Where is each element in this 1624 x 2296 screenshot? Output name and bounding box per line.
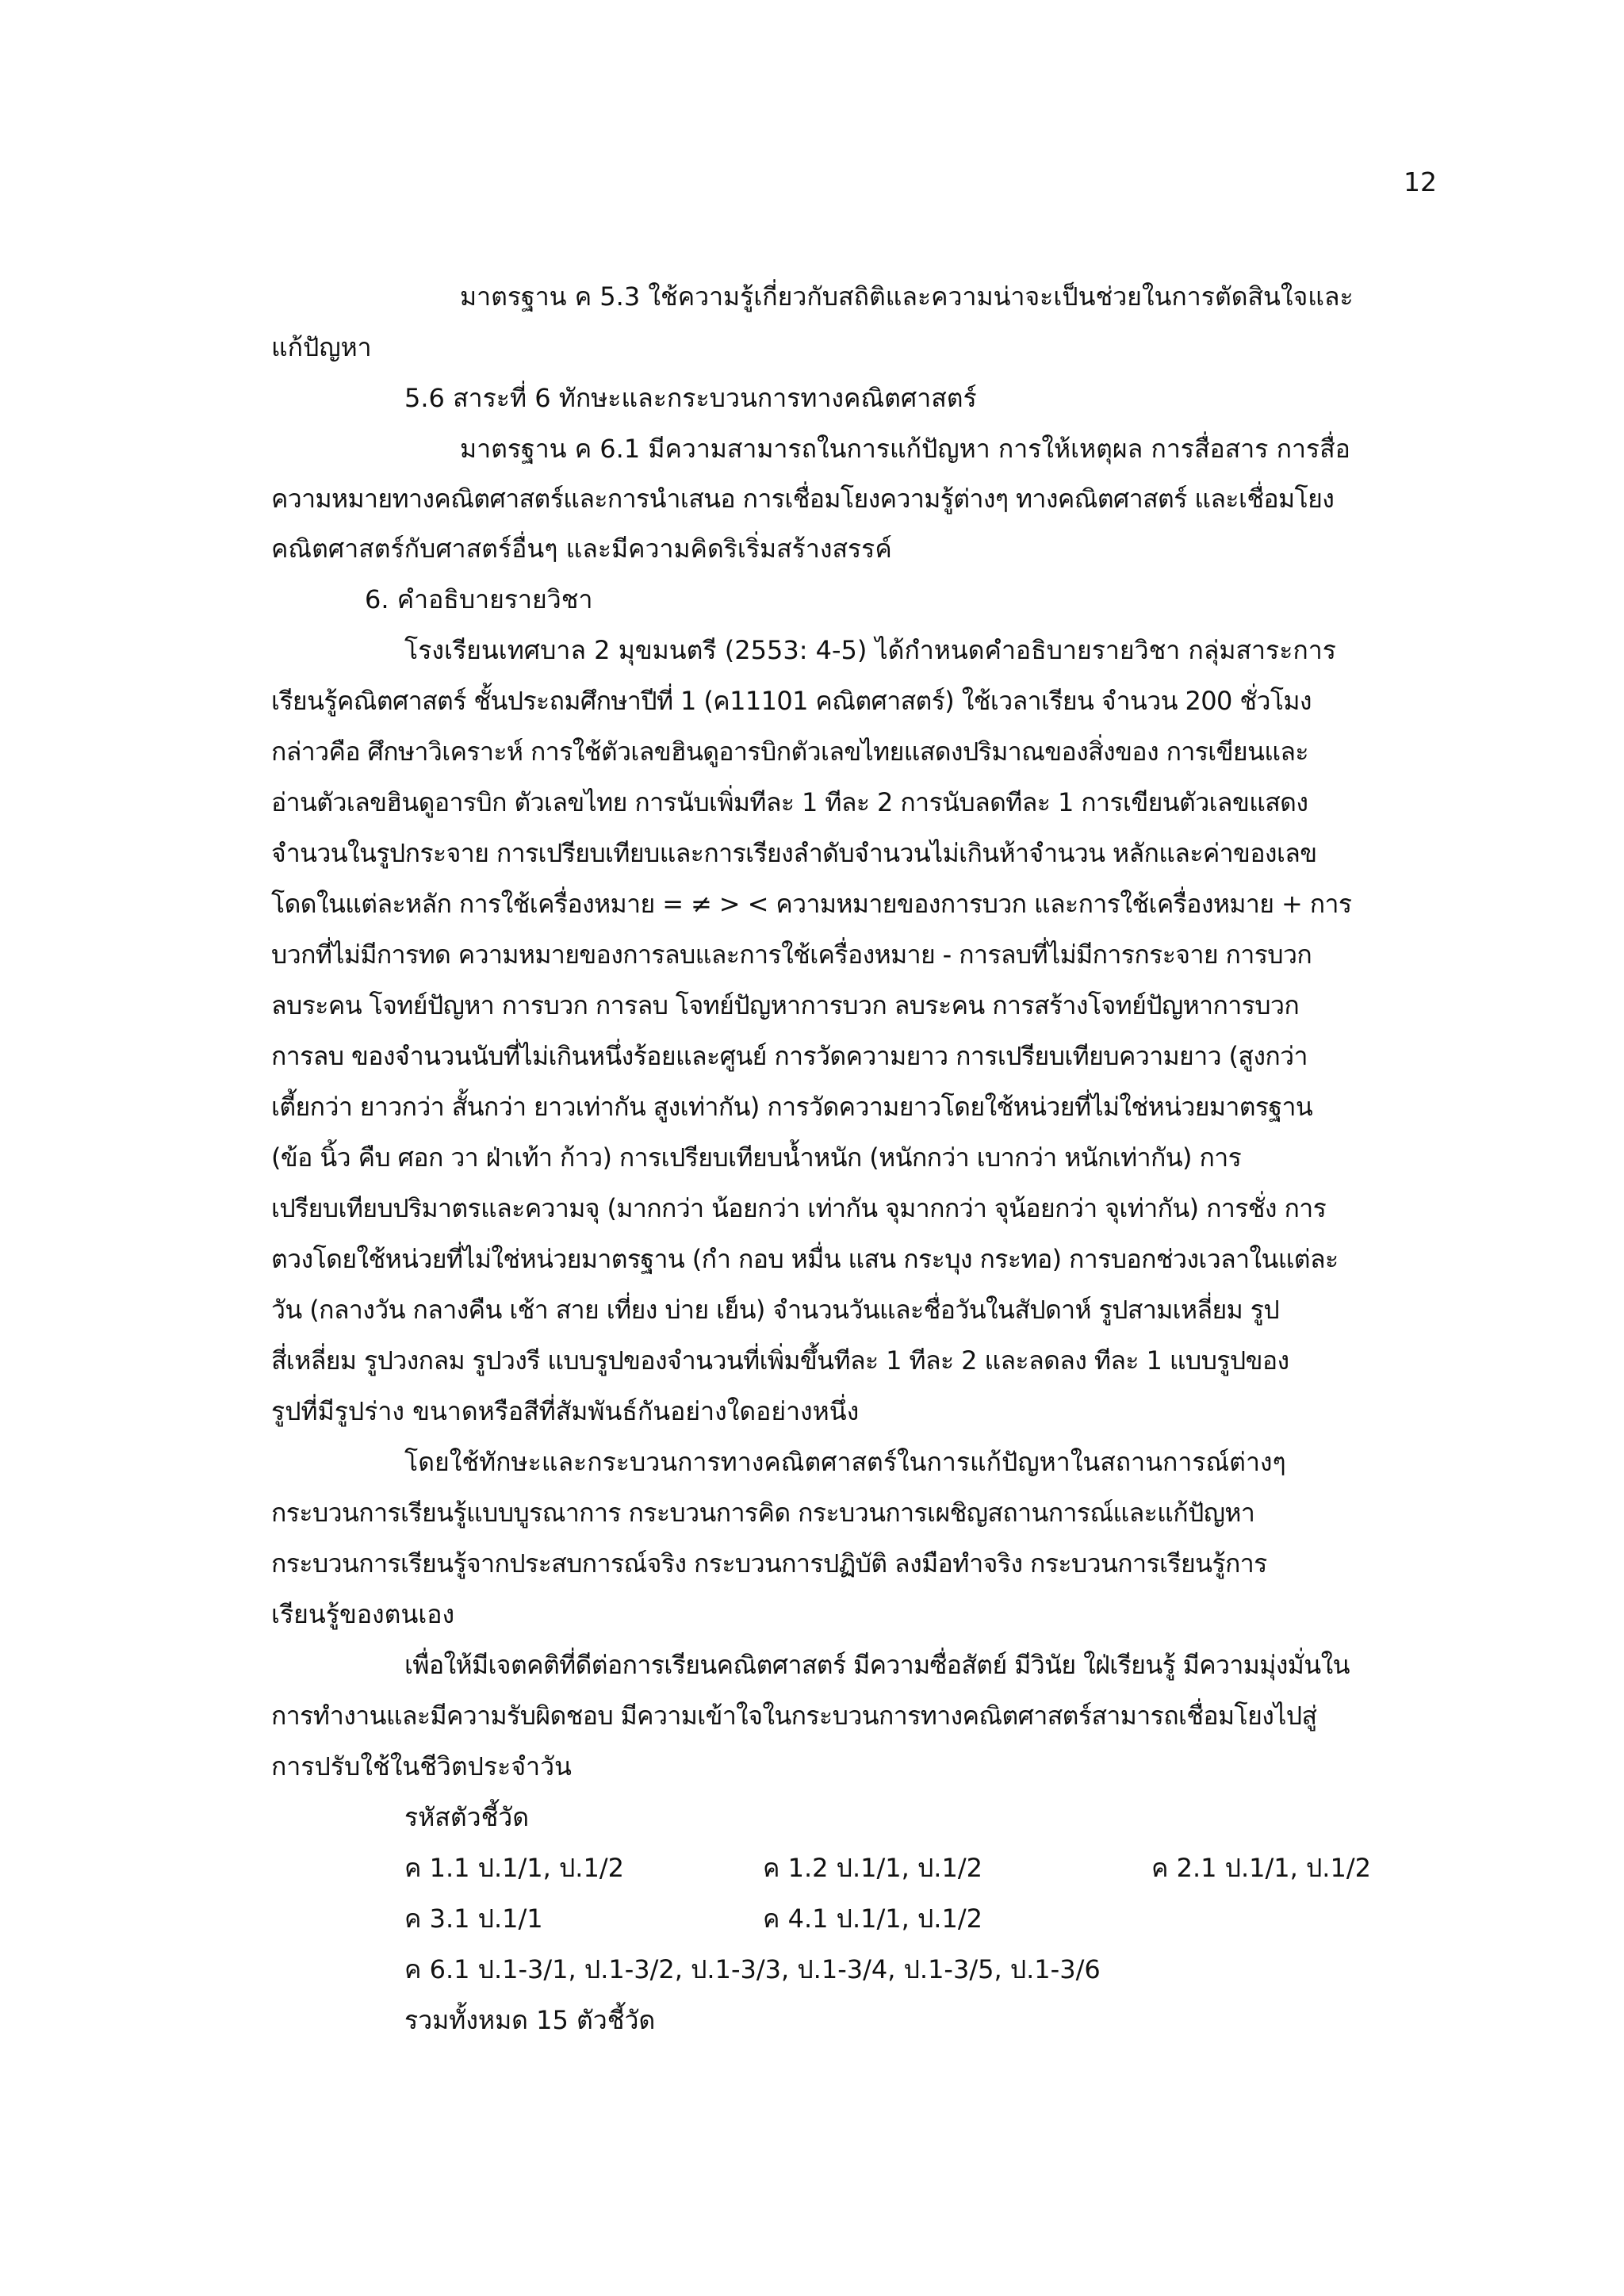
course-description-line: วัน (กลางวัน กลางคืน เช้า สาย เที่ยง บ่าย เย็น) จำนวนวันและชื่อวันในสัปดาห์ รูปสามเหลี่ยม รูป — [271, 1295, 1280, 1325]
standard-6-1-line-3: คณิตศาสตร์กับศาสตร์อื่นๆ และมีความคิดริเริ่มสร้างสรรค์ — [271, 534, 892, 564]
indicator-code: ค 3.1 ป.1/1 — [404, 1904, 543, 1934]
course-description-line: การลบ ของจำนวนนับที่ไม่เกินหนึ่งร้อยและศูนย์ การวัดความยาว การเปรียบเทียบความยาว (สูงกว่า — [271, 1041, 1308, 1071]
attitude-paragraph-line: การทำงานและมีความรับผิดชอบ มีความเข้าใจในกระบวนการทางคณิตศาสตร์สามารถเชื่อมโยงไปสู่ — [271, 1701, 1317, 1731]
course-description-line: โรงเรียนเทศบาล 2 มุขมนตรี (2553: 4-5) ได้กำหนดคำอธิบายรายวิชา กลุ่มสาระการ — [404, 635, 1336, 665]
course-description-line: อ่านตัวเลขฮินดูอารบิก ตัวเลขไทย การนับเพิ่มทีละ 1 ทีละ 2 การนับลดทีละ 1 การเขียนตัวเลขแสดง — [271, 787, 1308, 817]
course-description-line: กล่าวคือ ศึกษาวิเคราะห์ การใช้ตัวเลขฮินดูอารบิกตัวเลขไทยแสดงปริมาณของสิ่งของ การเขียนและ — [271, 737, 1308, 767]
course-description-line: สี่เหลี่ยม รูปวงกลม รูปวงรี แบบรูปของจำนวนที่เพิ่มขึ้นทีละ 1 ทีละ 2 และลดลง ทีละ 1 แบบรูปของ — [271, 1345, 1289, 1376]
course-description-line: เปรียบเทียบปริมาตรและความจุ (มากกว่า น้อยกว่า เท่ากัน จุมากกว่า จุน้อยกว่า จุเท่ากัน) การชั่ง การ — [271, 1193, 1327, 1223]
standard-5-3-line-2: แก้ปัญหา — [271, 332, 372, 362]
course-description-line: เรียนรู้คณิตศาสตร์ ชั้นประถมศึกษาปีที่ 1 (ค11101 คณิตศาสตร์) ใช้เวลาเรียน จำนวน 200 ชั่วโมง — [271, 686, 1312, 716]
page-number: 12 — [1404, 166, 1437, 197]
standard-6-1-line-2: ความหมายทางคณิตศาสตร์และการนำเสนอ การเชื่อมโยงความรู้ต่างๆ ทางคณิตศาสตร์ และเชื่อมโยง — [271, 484, 1335, 514]
course-description-line: เตี้ยกว่า ยาวกว่า สั้นกว่า ยาวเท่ากัน สูงเท่ากัน) การวัดความยาวโดยใช้หน่วยที่ไม่ใช่หน่วยมาตรฐาน — [271, 1092, 1313, 1122]
indicators-heading: รหัสตัวชี้วัด — [404, 1802, 530, 1832]
section-6-heading: 6. คำอธิบายรายวิชา — [365, 584, 593, 614]
section-5-6-heading: 5.6 สาระที่ 6 ทักษะและกระบวนการทางคณิตศาสตร์ — [404, 383, 977, 413]
standard-5-3-line-1: มาตรฐาน ค 5.3 ใช้ความรู้เกี่ยวกับสถิติและความน่าจะเป็นช่วยในการตัดสินใจและ — [460, 281, 1354, 312]
process-paragraph-line: เรียนรู้ของตนเอง — [271, 1599, 455, 1629]
indicator-code: ค 4.1 ป.1/1, ป.1/2 — [763, 1904, 982, 1934]
indicator-code: ค 1.1 ป.1/1, ป.1/2 — [404, 1853, 624, 1883]
course-description-line: จำนวนในรูปกระจาย การเปรียบเทียบและการเรียงลำดับจำนวนไม่เกินห้าจำนวน หลักและค่าของเลข — [271, 838, 1317, 868]
course-description-line: บวกที่ไม่มีการทด ความหมายของการลบและการใช้เครื่องหมาย - การลบที่ไม่มีการกระจาย การบวก — [271, 939, 1312, 970]
indicator-code: ค 1.2 ป.1/1, ป.1/2 — [763, 1853, 982, 1883]
attitude-paragraph-line: เพื่อให้มีเจตคติที่ดีต่อการเรียนคณิตศาสตร์ มีความซื่อสัตย์ มีวินัย ใฝ่เรียนรู้ มีความมุ่งมั่นใน — [404, 1650, 1350, 1680]
attitude-paragraph-line: การปรับใช้ในชีวิตประจำวัน — [271, 1751, 572, 1781]
course-description-line: ลบระคน โจทย์ปัญหา การบวก การลบ โจทย์ปัญหาการบวก ลบระคน การสร้างโจทย์ปัญหาการบวก — [271, 990, 1300, 1020]
process-paragraph-line: โดยใช้ทักษะและกระบวนการทางคณิตศาสตร์ในการแก้ปัญหาในสถานการณ์ต่างๆ — [404, 1447, 1286, 1477]
course-description-line: ตวงโดยใช้หน่วยที่ไม่ใช่หน่วยมาตรฐาน (กำ กอบ หมื่น แสน กระบุง กระทอ) การบอกช่วงเวลาในแต่ละ — [271, 1244, 1339, 1274]
standard-6-1-line-1: มาตรฐาน ค 6.1 มีความสามารถในการแก้ปัญหา การให้เหตุผล การสื่อสาร การสื่อ — [460, 434, 1350, 464]
process-paragraph-line: กระบวนการเรียนรู้จากประสบการณ์จริง กระบวนการปฏิบัติ ลงมือทำจริง กระบวนการเรียนรู้การ — [271, 1548, 1267, 1578]
indicator-code: ค 6.1 ป.1-3/1, ป.1-3/2, ป.1-3/3, ป.1-3/4, ป.1-3/5, ป.1-3/6 — [404, 1954, 1101, 1984]
course-description-line: รูปที่มีรูปร่าง ขนาดหรือสีที่สัมพันธ์กันอย่างใดอย่างหนึ่ง — [271, 1396, 860, 1426]
course-description-line: (ข้อ นิ้ว คืบ ศอก วา ฝ่าเท้า ก้าว) การเปรียบเทียบน้ำหนัก (หนักกว่า เบากว่า หนักเท่ากัน) การ — [271, 1142, 1242, 1173]
course-description-line: โดดในแต่ละหลัก การใช้เครื่องหมาย = ≠ > < ความหมายของการบวก และการใช้เครื่องหมาย + การ — [271, 889, 1352, 919]
indicators-total: รวมทั้งหมด 15 ตัวชี้วัด — [404, 2005, 656, 2035]
indicator-code: ค 2.1 ป.1/1, ป.1/2 — [1151, 1853, 1371, 1883]
process-paragraph-line: กระบวนการเรียนรู้แบบบูรณาการ กระบวนการคิด กระบวนการเผชิญสถานการณ์และแก้ปัญหา — [271, 1498, 1255, 1528]
